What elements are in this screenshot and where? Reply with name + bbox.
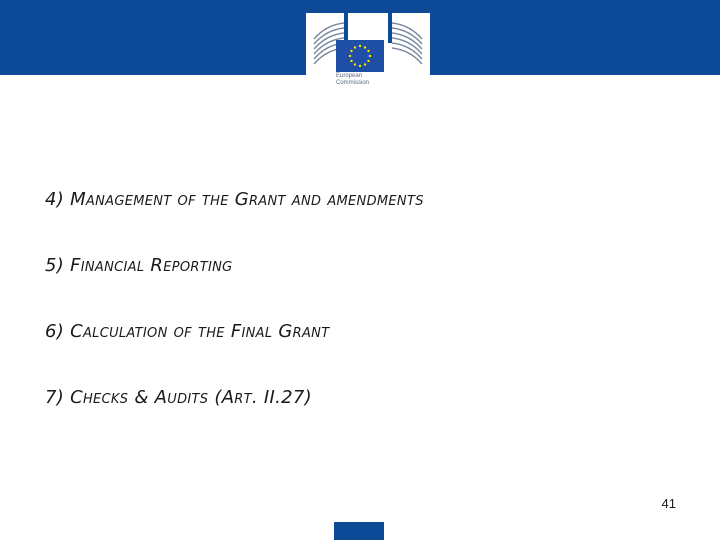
logo-line-2: Commission [336, 80, 370, 86]
logo-line-1: European [336, 73, 363, 79]
footer-tab [334, 522, 384, 540]
european-commission-logo [306, 13, 430, 99]
agenda-item: 6) Calculation of the Final Grant [45, 321, 330, 342]
agenda-list [45, 186, 424, 450]
logo-wordmark [336, 73, 369, 87]
agenda-item: 4) Management of the Grant and amendments [45, 189, 424, 210]
agenda-item: 7) Checks & Audits (Art. II.27) [45, 387, 312, 408]
agenda-item: 5) Financial Reporting [45, 255, 233, 276]
page-number: 41 [661, 496, 676, 511]
